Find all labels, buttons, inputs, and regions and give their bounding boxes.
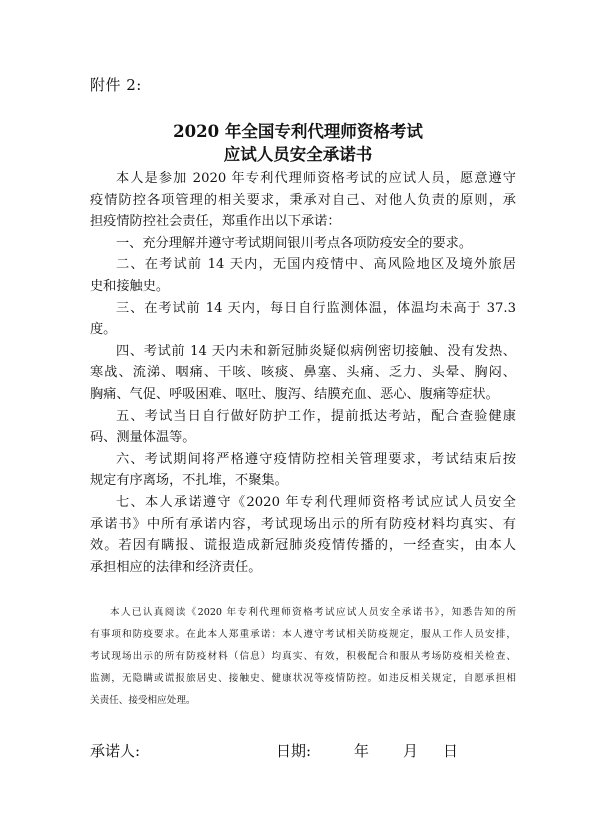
day-label: 日 [443, 742, 459, 760]
body-line: 度。 [90, 322, 117, 338]
body-line: 五、考试当日自行做好防护工作，提前抵达考站，配合查验健康 [116, 408, 516, 424]
body-line: 承担相应的法律和经济责任。 [90, 559, 262, 575]
commitment-body [90, 168, 516, 578]
body-line: 本人是参加 2020 年专利代理师资格考试的应试人员，愿意遵守 [116, 171, 516, 186]
body-line: 担疫情防控社会责任，郑重作出以下承诺： [90, 214, 341, 230]
body-line: 六、考试期间将严格遵守疫情防控相关管理要求，考试结束后按 [116, 451, 516, 467]
note-line: 本人已认真阅读《2020 年专利代理师资格考试应试人员安全承诺书》，知悉告知的所 [110, 607, 516, 618]
body-line: 效。若因有瞒报、谎报造成新冠肺炎疫情传播的，一经查实，由本人 [90, 538, 516, 554]
body-line: 四、考试前 14 天内未和新冠肺炎疑似病例密切接触、没有发热、 [116, 343, 516, 359]
body-line: 寒战、流涕、咽痛、干咳、咳痰、鼻塞、头痛、乏力、头晕、胸闷、 [90, 365, 516, 381]
body-line: 三、在考试前 14 天内，每日自行监测体温，体温均未高于 37.3 [116, 300, 516, 316]
promiser-label: 承诺人: [90, 742, 141, 760]
body-line: 七、本人承诺遵守《2020 年专利代理师资格考试应试人员安全 [116, 494, 516, 510]
note-line: 考试现场出示的所有防疫材料（信息）均真实、有效，积极配合和服从考场防疫相关检查、 [90, 651, 516, 662]
body-line: 承诺书》中所有承诺内容，考试现场出示的所有防疫材料均真实、有 [90, 516, 516, 532]
note-line: 有事项和防疫要求。在此本人郑重承诺：本人遵守考试相关防疫规定，服从工作人员安排， [90, 629, 516, 640]
acknowledgement-note [90, 602, 516, 712]
attachment-label: 附件 2: [90, 76, 142, 94]
month-label: 月 [403, 742, 419, 760]
document-title-line2: 应试人员安全承诺书 [223, 145, 373, 164]
body-line: 一、充分理解并遵守考试期间银川考点各项防疫安全的要求。 [116, 235, 473, 251]
note-line: 关责任、接受相应处理。 [90, 695, 196, 706]
note-line: 监测，无隐瞒或谎报旅居史、接触史、健康状况等疫情防控。如违反相关规定，自愿承担相 [90, 673, 516, 684]
body-line: 疫情防控各项管理的相关要求，秉承对自己、对他人负责的原则，承 [90, 192, 516, 208]
document-title-line1: 2020 年全国专利代理师资格考试 [173, 122, 423, 141]
year-label: 年 [354, 742, 370, 760]
date-label: 日期: [276, 742, 312, 760]
body-line: 二、在考试前 14 天内，无国内疫情中、高风险地区及境外旅居 [116, 257, 516, 273]
body-line: 史和接触史。 [90, 278, 170, 294]
body-line: 规定有序离场，不扎堆，不聚集。 [90, 473, 288, 489]
body-line: 码、测量体温等。 [90, 430, 196, 446]
body-line: 胸痛、气促、呼吸困难、呕吐、腹泻、结膜充血、恶心、腹痛等症状。 [90, 386, 499, 402]
